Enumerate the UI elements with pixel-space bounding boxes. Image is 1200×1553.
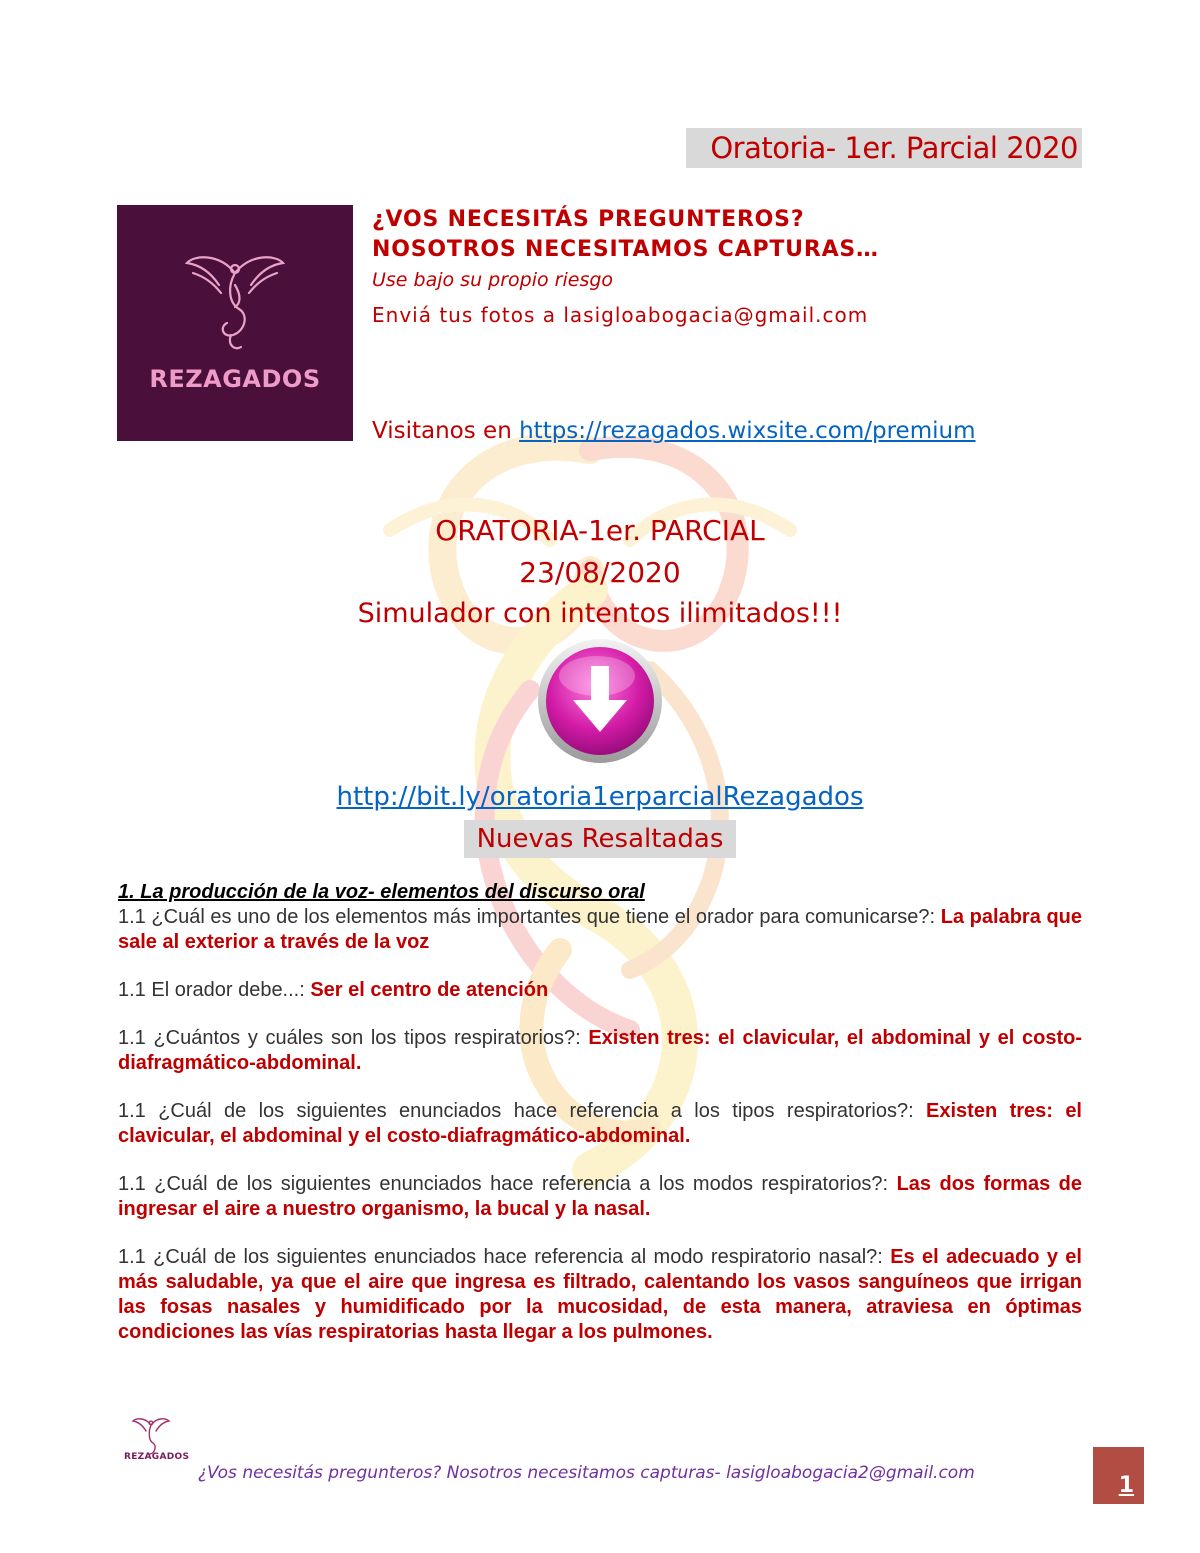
download-link[interactable]: http://bit.ly/oratoria1erparcialRezagados bbox=[336, 782, 864, 812]
footer-logo-text: REZAGADOS bbox=[124, 1452, 190, 1462]
page-number-text: 1 bbox=[1118, 1473, 1134, 1498]
main-date: 23/08/2020 bbox=[519, 556, 681, 589]
rezagados-logo bbox=[117, 205, 353, 441]
header-title: Oratoria- 1er. Parcial 2020 bbox=[686, 128, 1082, 168]
download-link-line bbox=[0, 782, 1200, 812]
main-title: ORATORIA-1er. PARCIAL bbox=[435, 514, 765, 547]
download-arrow-icon[interactable] bbox=[537, 638, 663, 764]
answer-text: La palabra que sale al exterior a través de la voz bbox=[118, 906, 1083, 953]
logo-text: REZAGADOS bbox=[149, 365, 321, 393]
phoenix-icon bbox=[179, 243, 291, 355]
section-heading: 1. La producción de la voz- elementos del discurso oral bbox=[118, 881, 645, 903]
list-item bbox=[118, 905, 1082, 955]
question-text: 1.1 ¿Cuál es uno de los elementos más importantes que tiene el orador para comunicarse?: bbox=[118, 906, 941, 928]
list-item bbox=[118, 1172, 1082, 1222]
list-item bbox=[118, 978, 1082, 1003]
question-text: 1.1 ¿Cuál de los siguientes enunciados hace referencia al modo respiratorio nasal?: bbox=[118, 1246, 891, 1268]
answer-text: Existen tres: el clavicular, el abdominal y el costo-diafragmático-abdominal. bbox=[118, 1100, 1082, 1147]
footer-text: ¿Vos necesitás pregunteros? Nosotros necesitamos capturas- lasigloabogacia2@gmail.com bbox=[198, 1463, 975, 1483]
list-item bbox=[118, 1099, 1082, 1149]
answer-text: Las dos formas de ingresar el aire a nuestro organismo, la bucal y la nasal. bbox=[118, 1173, 1083, 1220]
answer-text: Ser el centro de atención bbox=[310, 979, 549, 1001]
question-text: 1.1 ¿Cuál de los siguientes enunciados hace referencia a los modos respiratorios?: bbox=[118, 1173, 897, 1195]
answer-text: Existen tres: el clavicular, el abdominal y el costo-diafragmático-abdominal. bbox=[118, 1027, 1082, 1074]
main-subtitle: Simulador con intentos ilimitados!!! bbox=[357, 598, 843, 629]
question-text: 1.1 ¿Cuántos y cuáles son los tipos respiratorios?: bbox=[118, 1027, 589, 1049]
promo-line-1: ¿VOS NECESITÁS PREGUNTEROS? bbox=[372, 207, 805, 232]
promo-line-2: NOSOTROS NECESITAMOS CAPTURAS… bbox=[372, 237, 879, 262]
list-item bbox=[118, 1245, 1082, 1345]
visit-line bbox=[372, 418, 975, 444]
question-text: 1.1 ¿Cuál de los siguientes enunciados hace referencia a los tipos respiratorios?: bbox=[118, 1100, 927, 1122]
page-number bbox=[1093, 1447, 1144, 1504]
promo-line-4: Enviá tus fotos a lasigloabogacia@gmail.com bbox=[372, 303, 869, 327]
question-text: 1.1 El orador debe...: bbox=[118, 979, 311, 1001]
premium-link[interactable]: https://rezagados.wixsite.com/premium bbox=[519, 418, 976, 444]
list-item bbox=[118, 1026, 1082, 1076]
promo-line-3: Use bajo su propio riesgo bbox=[372, 269, 614, 291]
question-list bbox=[118, 880, 1082, 1368]
promo-block bbox=[372, 205, 879, 335]
visit-label: Visitanos en bbox=[372, 418, 520, 444]
answer-text: Es el adecuado y el más saludable, ya que el aire que ingresa es filtrado, calentando los vasos sanguíneos que irrigan las fosas nasales y humidificado por la mucosidad, de esta manera, atraviesa en óptimas condiciones las vías respiratorias hasta llegar a los pulmones. bbox=[118, 1246, 1082, 1343]
highlight-badge: Nuevas Resaltadas bbox=[464, 820, 736, 858]
